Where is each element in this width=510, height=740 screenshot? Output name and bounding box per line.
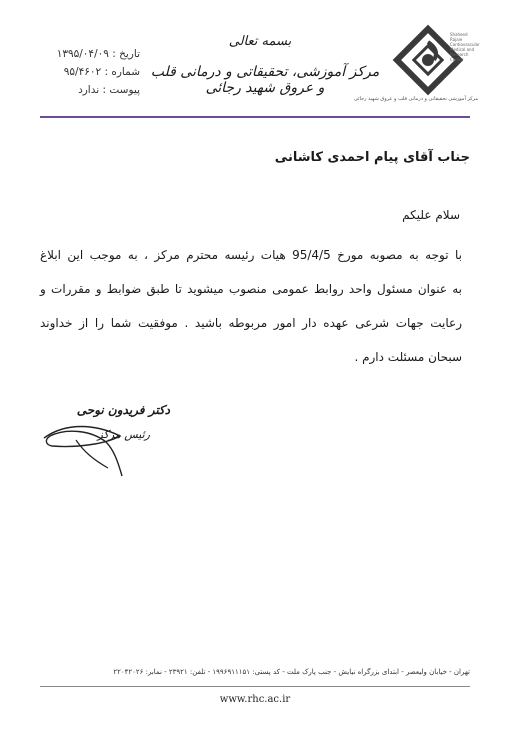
logo-caption: مرکز آموزشی تحقیقاتی و درمانی قلب و عروق شهید رجائی — [353, 96, 478, 102]
salutation: سلام علیکم — [402, 208, 460, 222]
footer-website: www.rhc.ac.ir — [219, 694, 291, 705]
letter-number: شماره : ۹۵/۴۶۰۲ — [63, 66, 140, 78]
addressee: جناب آقای پیام احمدی کاشانی — [274, 150, 470, 165]
footer-divider — [40, 686, 470, 687]
center-name: مرکز آموزشی، تحقیقاتی و درمانی قلب و عروق شهید رجائی — [150, 64, 380, 96]
footer-address: تهران - خیابان ولیعصر - ابتدای بزرگراه نیایش - جنب پارک ملت - کد پستی: ۱۹۹۶۹۱۱۱۵۱ - تلفن: ۲۳۹۲۱ - نمابر: ۲۲۰۴۲۰۲۶ — [113, 668, 470, 676]
signatory-title: رئیس مرکز — [97, 428, 150, 441]
body-line: سبحان مسئلت دارم . — [354, 350, 462, 364]
body-line: به عنوان مسئول واحد روابط عمومی منصوب میشوید تا طبق ضوابط و مقررات و — [40, 282, 462, 296]
basmala: بسمه تعالی — [228, 34, 292, 49]
body-line: رعایت جهات شرعی عهده دار امور مربوطه باشید . موفقیت شما را از خداوند — [40, 316, 462, 330]
body-line: با توجه به مصوبه مورخ 95/4/5 هیات رئیسه محترم مرکز ، به موجب این ابلاغ — [40, 248, 462, 262]
letter-date: تاریخ : ۱۳۹۵/۰۴/۰۹ — [56, 48, 140, 60]
handwritten-signature — [36, 418, 126, 480]
logo-side-text: Shaheed Rajaie Cardiovascular Medical and Research Center — [450, 32, 480, 62]
signatory-name: دکتر فریدون نوحی — [76, 403, 170, 417]
letter-attachment: پیوست : ندارد — [78, 84, 140, 96]
header-divider — [40, 116, 470, 118]
